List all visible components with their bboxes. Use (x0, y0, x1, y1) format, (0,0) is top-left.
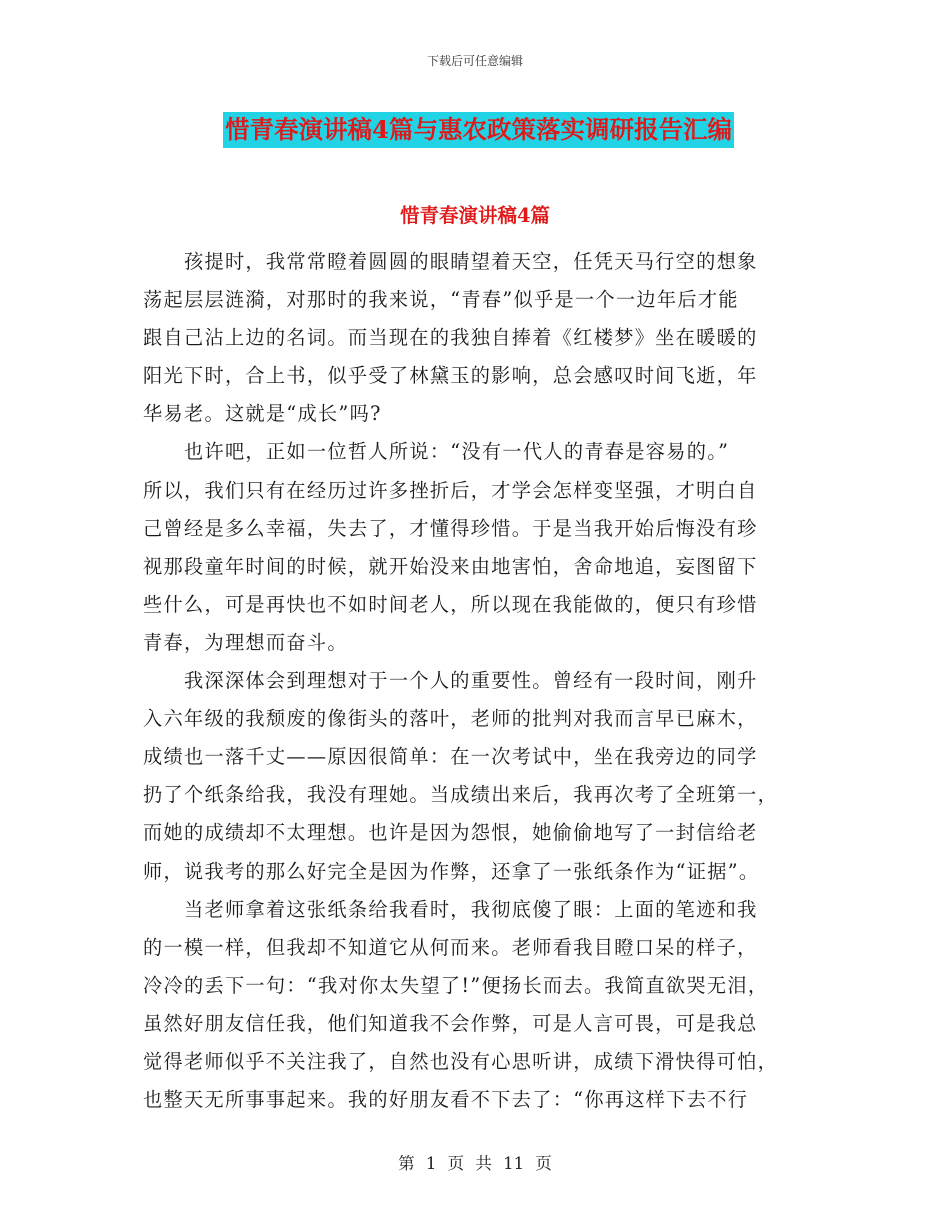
text-line: 也许吧，正如一位哲人所说：“没有一代人的青春是容易的。” (143, 440, 730, 464)
text-line: 华易老。这就是“成长”吗? (143, 402, 382, 426)
text-line: 孩提时，我常常瞪着圆圆的眼睛望着天空，任凭天马行空的想象 (143, 250, 758, 273)
text-line: 也整天无所事事起来。我的好朋友看不下去了：“你再这样下去不行 (143, 1088, 749, 1112)
text-line: 觉得老师似乎不关注我了，自然也没有心思听讲，成绩下滑快得可怕， (143, 1049, 779, 1073)
text-line: 青春，为理想而奋斗。 (143, 630, 348, 654)
page-number: 第 1 页 共 11 页 (398, 1154, 552, 1173)
body-text (143, 243, 803, 1119)
text-line: 所以，我们只有在经历过许多挫折后，才学会怎样变坚强，才明白自 (143, 478, 758, 502)
text-line: 的一模一样，但我却不知道它从何而来。老师看我目瞪口呆的样子， (143, 935, 758, 959)
text-line: 跟自己沾上边的名词。而当现在的我独自捧着《红楼梦》坐在暖暖的 (143, 326, 758, 350)
text-line: 成绩也一落千丈——原因很简单：在一次考试中，坐在我旁边的同学 (143, 745, 758, 769)
text-line: 冷冷的丢下一句：“我对你太失望了!”便扬长而去。我简直欲哭无泪， (143, 973, 769, 997)
text-line: 而她的成绩却不太理想。也许是因为怨恨，她偷偷地写了一封信给老 (143, 821, 758, 845)
text-line: 师，说我考的那么好完全是因为作弊，还拿了一张纸条作为“证据”。 (143, 859, 760, 883)
text-line: 荡起层层涟漪，对那时的我来说，“青春”似乎是一个一边年后才能 (143, 288, 739, 312)
header-note: 下载后可任意编辑 (426, 54, 523, 68)
section-title: 惜青春演讲稿4篇 (399, 204, 551, 227)
text-line: 阳光下时，合上书，似乎受了林黛玉的影响，总会感叹时间飞逝，年 (143, 364, 758, 388)
text-line: 己曾经是多么幸福，失去了，才懂得珍惜。于是当我开始后悔没有珍 (143, 516, 758, 540)
text-line: 视那段童年时间的时候，就开始没来由地害怕，舍命地追，妄图留下 (143, 554, 758, 578)
text-line: 些什么，可是再快也不如时间老人，所以现在我能做的，便只有珍惜 (143, 592, 758, 616)
text-line: 虽然好朋友信任我，他们知道我不会作弊，可是人言可畏，可是我总 (143, 1011, 758, 1035)
text-line: 我深深体会到理想对于一个人的重要性。曾经有一段时间，刚升 (143, 669, 758, 693)
text-line: 入六年级的我颓废的像街头的落叶，老师的批判对我而言早已麻木， (143, 707, 758, 731)
text-line: 扔了个纸条给我，我没有理她。当成绩出来后，我再次考了全班第一， (143, 783, 779, 807)
text-line: 当老师拿着这张纸条给我看时，我彻底傻了眼：上面的笔迹和我 (143, 897, 758, 921)
document-title: 惜青春演讲稿4篇与惠农政策落实调研报告汇编 (223, 112, 734, 148)
